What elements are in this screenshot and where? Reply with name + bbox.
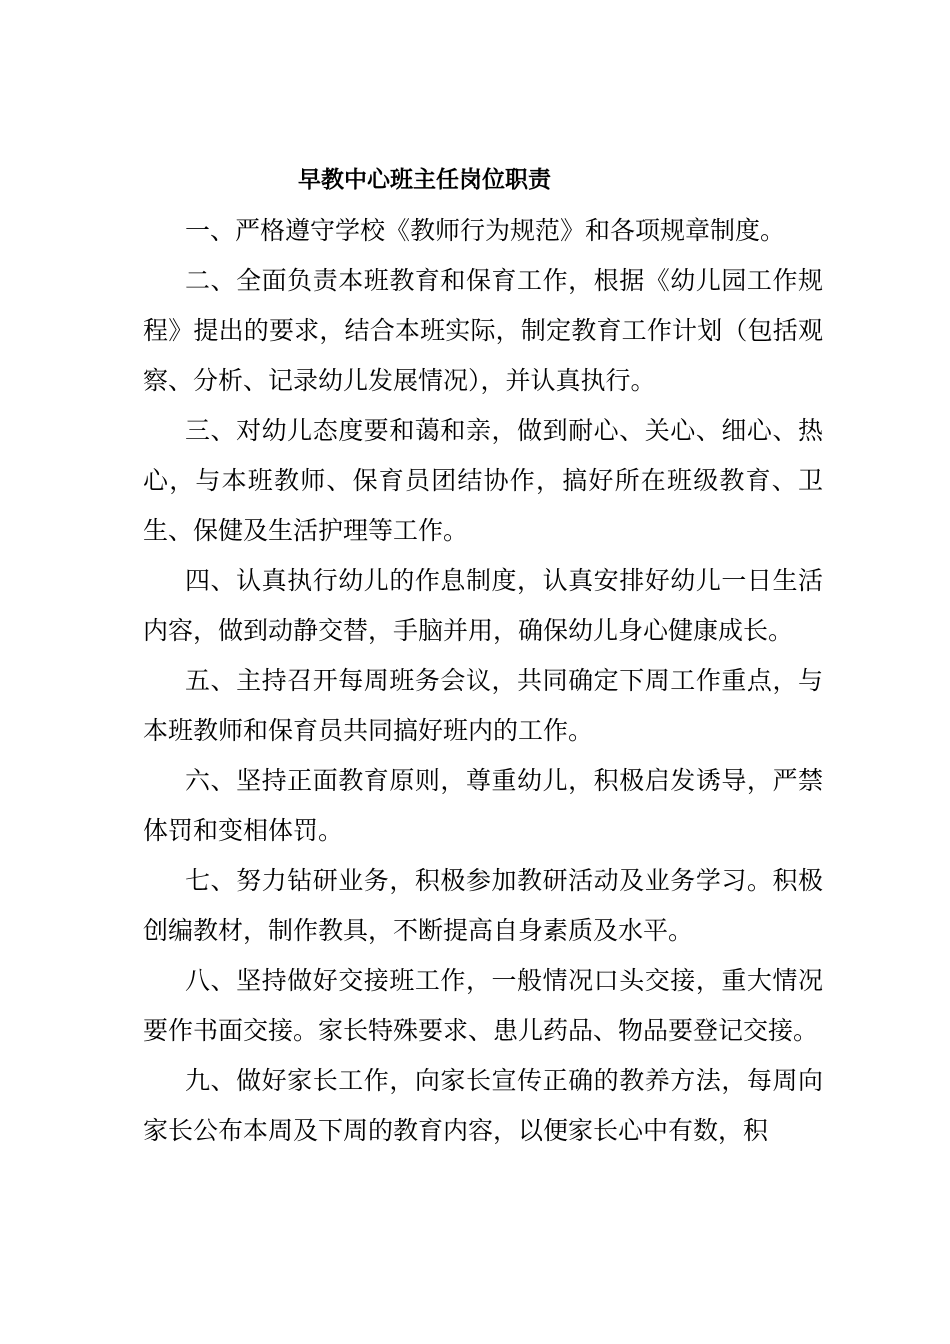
document-title: 早教中心班主任岗位职责 [298,167,551,193]
document-body [143,206,823,1156]
paragraph-2: 二、全面负责本班教育和保育工作，根据《幼儿园工作规程》提出的要求，结合本班实际，制定教育工作计划（包括观察、分析、记录幼儿发展情况），并认真执行。 [143,266,823,395]
paragraph-3: 三、对幼儿态度要和蔼和亲，做到耐心、关心、细心、热心，与本班教师、保育员团结协作，搞好所在班级教育、卫生、保健及生活护理等工作。 [143,416,823,545]
paragraph-4: 四、认真执行幼儿的作息制度，认真安排好幼儿一日生活内容，做到动静交替，手脑并用，确保幼儿身心健康成长。 [143,566,823,645]
paragraph-6: 六、坚持正面教育原则，尊重幼儿，积极启发诱导，严禁体罚和变相体罚。 [143,766,823,845]
paragraph-1: 一、严格遵守学校《教师行为规范》和各项规章制度。 [185,216,786,245]
paragraph-7: 七、努力钻研业务，积极参加教研活动及业务学习。积极创编教材，制作教具，不断提高自身素质及水平。 [143,866,823,945]
paragraph-5: 五、主持召开每周班务会议，共同确定下周工作重点，与本班教师和保育员共同搞好班内的工作。 [143,666,823,745]
paragraph-8: 八、坚持做好交接班工作，一般情况口头交接，重大情况要作书面交接。家长特殊要求、患儿药品、物品要登记交接。 [143,966,823,1045]
paragraph-9: 九、做好家长工作，向家长宣传正确的教养方法，每周向家长公布本周及下周的教育内容，以便家长心中有数，积 [143,1066,823,1145]
